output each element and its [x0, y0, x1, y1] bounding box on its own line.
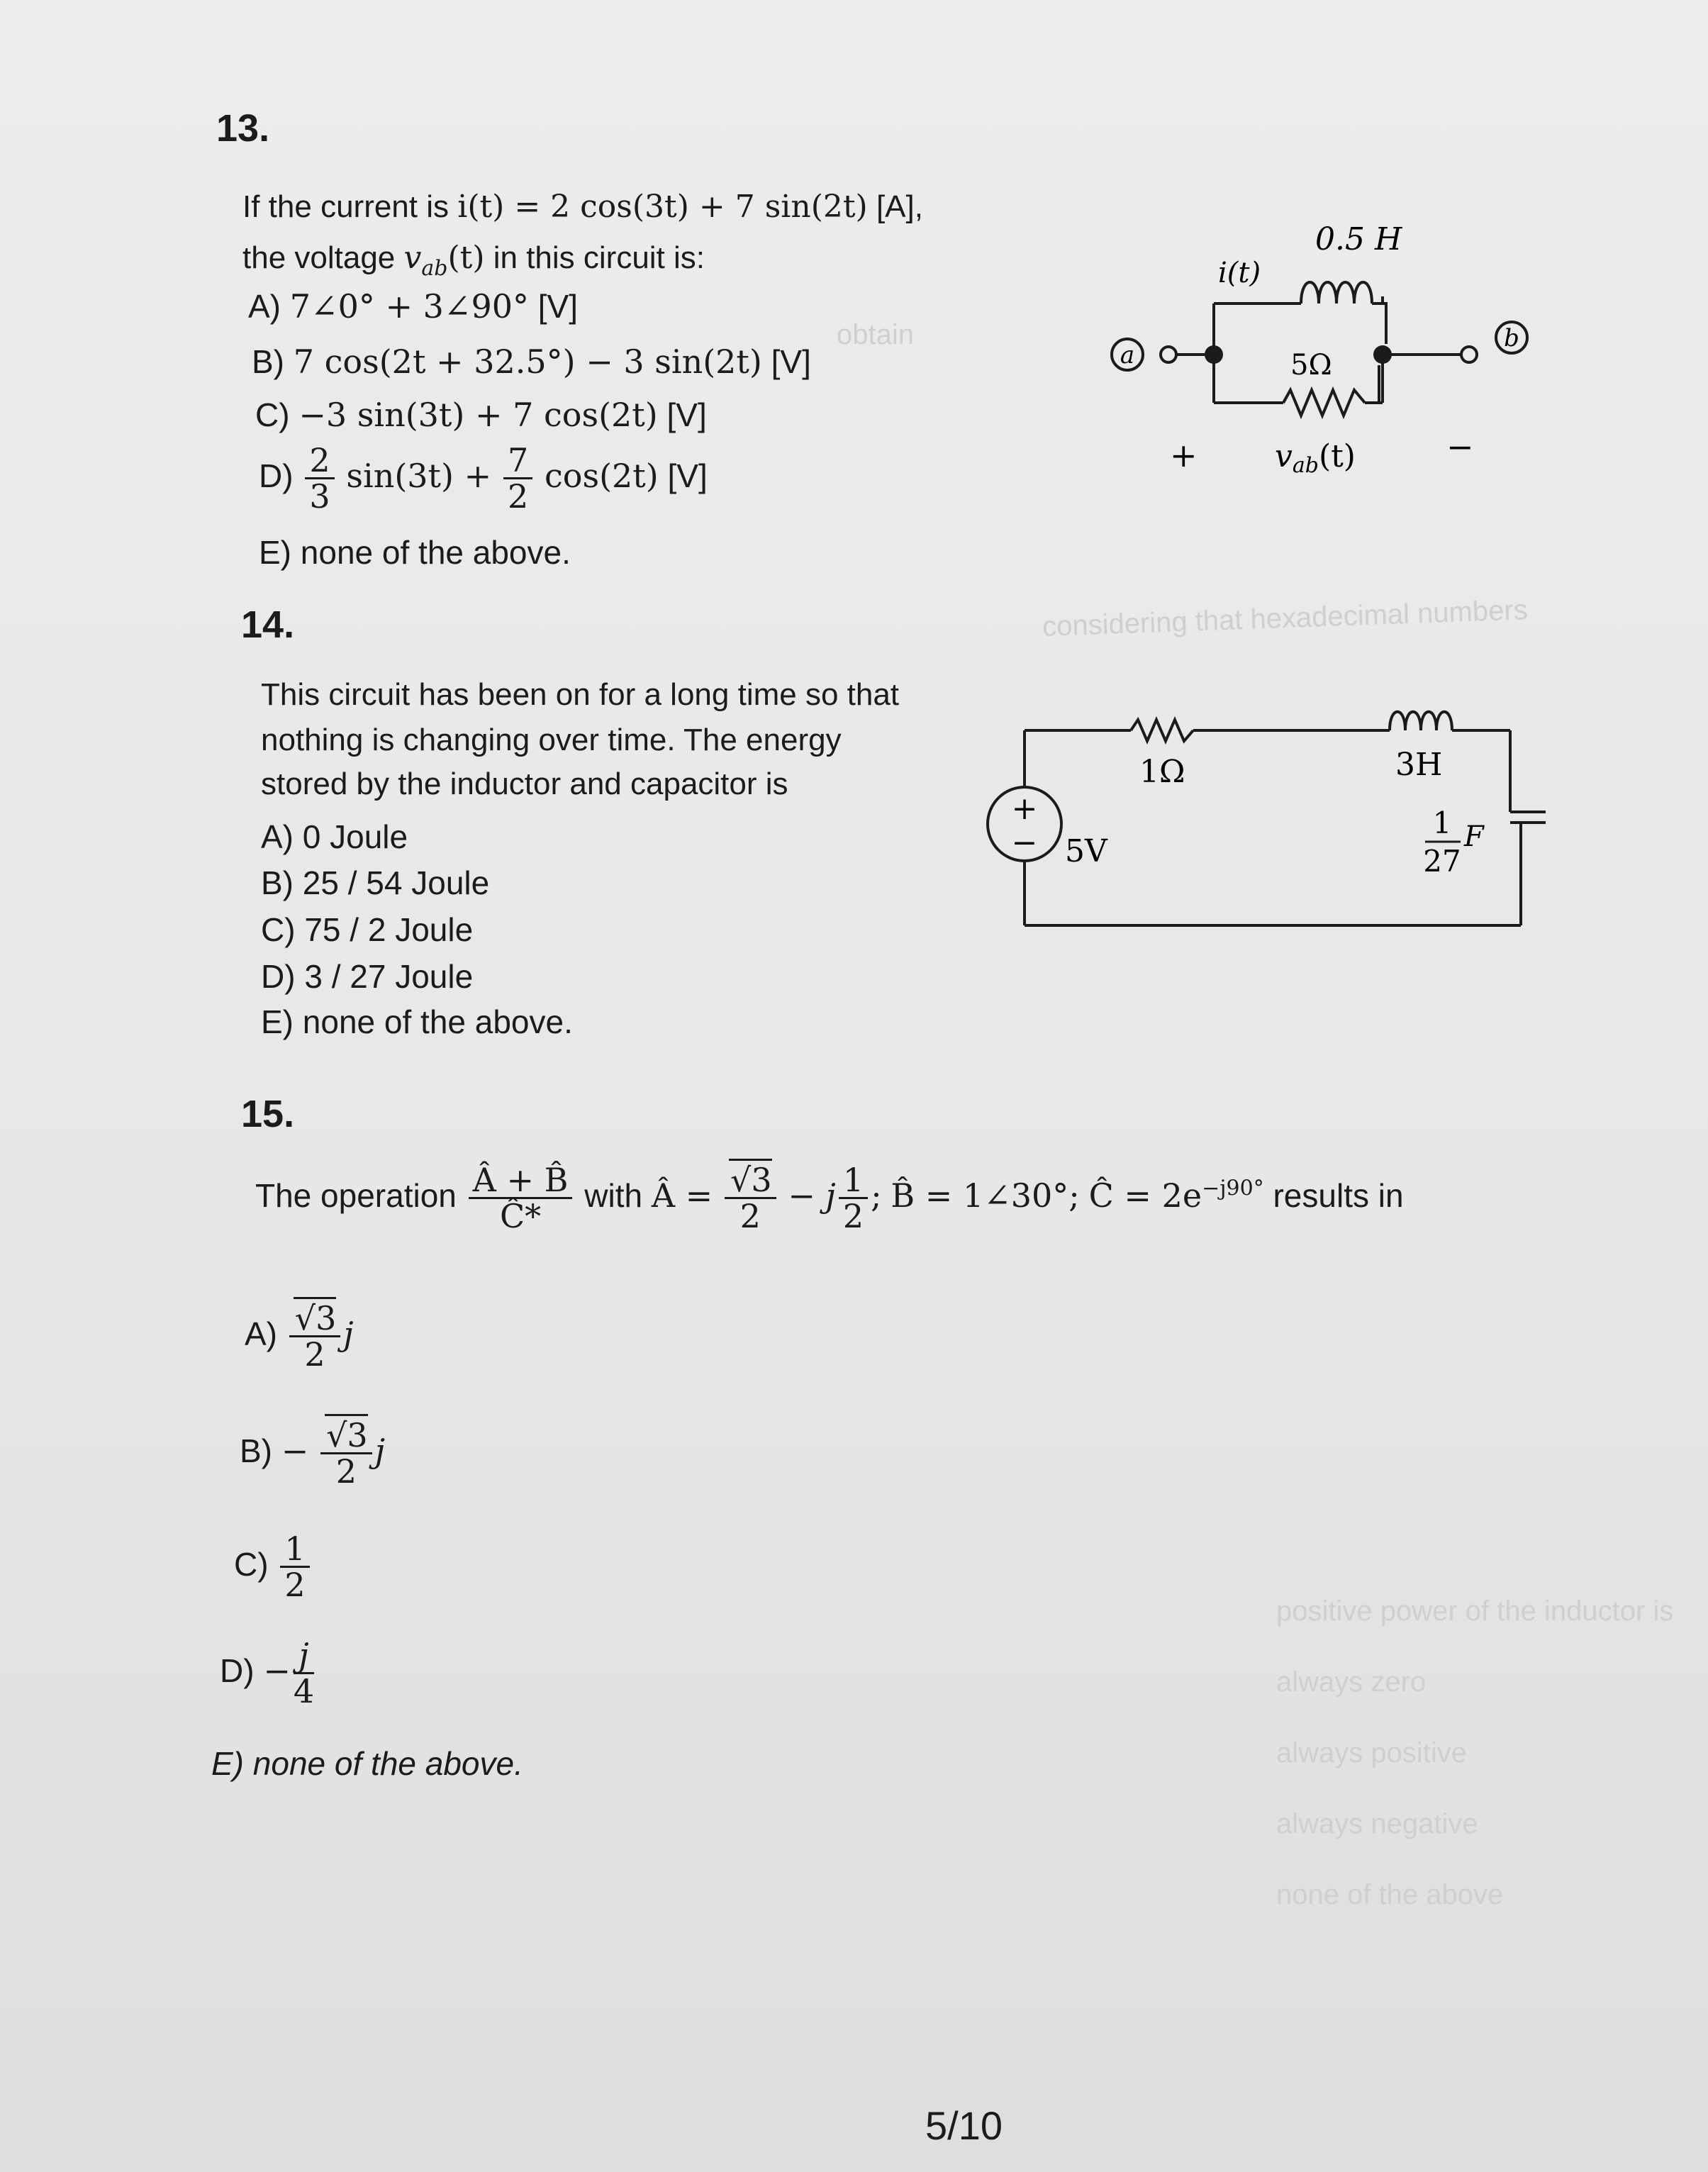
- q14-statement-line-2: nothing is changing over time. The energy: [261, 723, 842, 757]
- q15-separator: ;: [871, 1176, 882, 1215]
- q13-voltage-arg: (t): [447, 240, 485, 276]
- option-expression: j: [343, 1314, 354, 1353]
- option-label: E): [211, 1745, 244, 1782]
- option-unit: [V]: [666, 396, 707, 433]
- option-text: 3 / 27 Joule: [304, 958, 474, 995]
- inductor-label: 3H: [1395, 747, 1443, 783]
- option-text: 0 Joule: [302, 818, 408, 855]
- option-expression: cos(2t): [545, 456, 659, 495]
- option-label: E): [259, 534, 291, 571]
- question-14-number: 14.: [241, 603, 295, 646]
- q15-c-exponent: −j90°: [1202, 1176, 1264, 1201]
- option-fraction: $\frac{j}{4}$: [293, 1636, 315, 1711]
- q15-c-expression: Ĉ = 2e: [1088, 1176, 1202, 1215]
- q13-option-c[interactable]: [255, 396, 707, 434]
- option-label: D): [220, 1652, 255, 1689]
- option-label: C): [261, 911, 296, 948]
- capacitor-numerator: 1: [1432, 806, 1452, 840]
- q13-voltage-symbol: v: [403, 240, 422, 276]
- option-fraction: $\frac{√3}{2}$: [320, 1418, 372, 1489]
- node-b-label: b: [1504, 324, 1519, 352]
- bleed-through-text: always zero: [1276, 1666, 1427, 1698]
- option-fraction: $\frac{√3}{2}$: [289, 1301, 341, 1372]
- inductor-label: 0.5 H: [1315, 221, 1402, 257]
- q15-intro: The operation: [255, 1176, 457, 1214]
- q15-statement: [255, 1163, 1404, 1234]
- node-a-label: a: [1120, 341, 1135, 369]
- option-text: 75 / 2 Joule: [304, 911, 474, 948]
- option-expression: −3 sin(3t) + 7 cos(2t): [298, 396, 658, 434]
- option-label: E): [261, 1003, 294, 1040]
- q13-statement-line-1: [242, 186, 923, 228]
- q15-b-expression: B̂ = 1∠30°;: [891, 1176, 1080, 1215]
- q14-circuit-diagram: [971, 691, 1553, 936]
- option-expression: 7 cos(2t + 32.5°) − 3 sin(2t): [293, 342, 762, 381]
- plus-sign: +: [1170, 436, 1198, 474]
- q13-voltage-subscript: ab: [421, 255, 448, 281]
- question-13-number: 13.: [216, 107, 270, 150]
- current-label: i(t): [1218, 257, 1261, 289]
- option-unit: [V]: [771, 343, 811, 380]
- q15-a-fraction-2: $\frac{1}{2}$: [839, 1163, 868, 1234]
- option-text: 25 / 54 Joule: [302, 864, 490, 901]
- source-label: 5V: [1065, 833, 1107, 869]
- option-label: C): [255, 396, 290, 433]
- option-label: B): [252, 343, 284, 380]
- q15-a-fraction-1: $\frac{√3}{2}$: [725, 1163, 776, 1234]
- q15-operation-fraction: $\frac{Â + B̂}{Ĉ*}$: [469, 1163, 573, 1234]
- option-label: A): [248, 288, 281, 325]
- minus-sign: −: [1446, 428, 1474, 466]
- bleed-through-text: none of the above: [1276, 1879, 1504, 1910]
- q14-statement-line-3: stored by the inductor and capacitor is: [261, 767, 788, 801]
- option-label: D): [261, 958, 296, 995]
- option-expression: 7∠0° + 3∠90°: [289, 287, 529, 325]
- q15-option-d[interactable]: [220, 1638, 317, 1709]
- q13-current-unit: [A],: [876, 189, 923, 224]
- q15-results-in: results in: [1273, 1176, 1404, 1214]
- option-expression: j: [374, 1431, 385, 1470]
- q13-statement-line-2: [242, 237, 705, 290]
- q13-line2-tail: in this circuit is:: [493, 240, 705, 275]
- q14-option-b[interactable]: [261, 864, 489, 902]
- q13-option-a[interactable]: [248, 287, 578, 325]
- q14-option-c[interactable]: [261, 910, 473, 949]
- q13-option-b[interactable]: [252, 342, 811, 381]
- q13-option-d[interactable]: [259, 443, 708, 514]
- option-label: B): [261, 864, 294, 901]
- q15-with: with: [584, 1176, 643, 1214]
- page-number: 5/10: [925, 2103, 1003, 2148]
- resistor-label: 1Ω: [1139, 754, 1185, 790]
- option-label: A): [261, 818, 294, 855]
- option-fraction: $\frac{1}{2}$: [280, 1532, 309, 1603]
- option-fraction: $\frac{7}{2}$: [503, 443, 532, 514]
- vab-label: vab(t): [1275, 438, 1356, 478]
- q13-line1-text: If the current is: [242, 189, 450, 224]
- q13-line2-text: the voltage: [242, 240, 396, 275]
- option-sign: −: [263, 1651, 291, 1690]
- option-expression: sin(3t) +: [346, 456, 492, 495]
- q15-option-b[interactable]: [240, 1418, 385, 1489]
- option-sign: −: [281, 1431, 309, 1470]
- bleed-through-text: obtain: [837, 319, 914, 350]
- capacitor-unit: F: [1464, 820, 1484, 853]
- option-text: none of the above.: [252, 1745, 523, 1782]
- q15-option-e[interactable]: [211, 1744, 523, 1783]
- resistor-label: 5Ω: [1290, 349, 1332, 382]
- option-unit: [V]: [667, 457, 708, 494]
- q15-option-c[interactable]: [234, 1532, 313, 1603]
- q15-option-a[interactable]: [245, 1301, 354, 1372]
- q13-option-e[interactable]: [259, 533, 571, 572]
- bleed-through-text: always positive: [1276, 1737, 1468, 1769]
- option-text: none of the above.: [300, 534, 571, 571]
- q13-current-expression: i(t) = 2 cos(3t) + 7 sin(2t): [457, 189, 868, 225]
- bleed-through-text: considering that hexadecimal numbers: [1042, 594, 1529, 642]
- option-unit: [V]: [537, 288, 579, 325]
- option-label: C): [234, 1545, 269, 1583]
- option-label: A): [245, 1315, 277, 1352]
- bleed-through-text: positive power of the inductor is: [1276, 1595, 1674, 1627]
- capacitor-denominator: 27: [1423, 844, 1461, 879]
- option-label: B): [240, 1432, 272, 1469]
- source-minus: −: [1011, 825, 1038, 861]
- q14-option-e[interactable]: [261, 1003, 573, 1041]
- q15-a-lhs: Â =: [651, 1176, 713, 1215]
- bleed-through-text: always negative: [1276, 1808, 1478, 1839]
- q14-option-d[interactable]: [261, 957, 473, 996]
- q15-a-minus-j: − j: [788, 1176, 836, 1215]
- source-plus: +: [1011, 791, 1038, 827]
- option-text: none of the above.: [302, 1003, 573, 1040]
- q13-circuit-diagram: [1092, 213, 1546, 496]
- question-15-number: 15.: [241, 1093, 295, 1135]
- option-label: D): [259, 457, 294, 494]
- q14-statement-line-1: This circuit has been on for a long time so that: [261, 677, 900, 712]
- option-fraction: $\frac{2}{3}$: [305, 443, 334, 514]
- q14-option-a[interactable]: [261, 818, 408, 856]
